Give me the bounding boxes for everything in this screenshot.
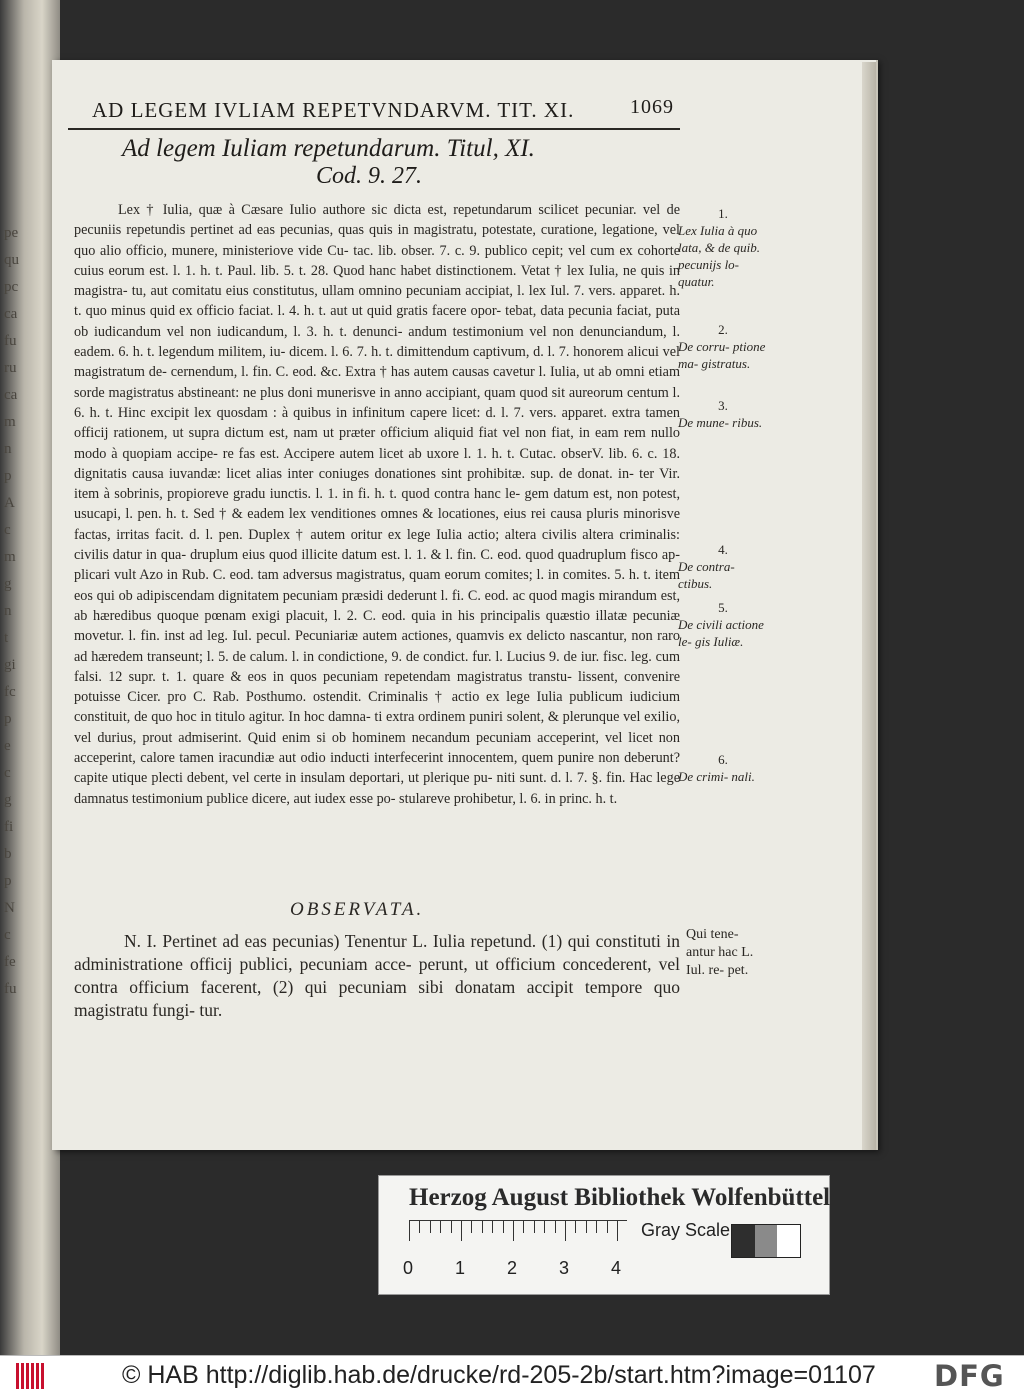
spine-fragment: b [4, 846, 12, 862]
ruler-tick [565, 1221, 566, 1241]
spine-fragment: c [4, 927, 11, 943]
spine-fragment: n [4, 441, 12, 457]
book-spine [0, 0, 60, 1355]
main-text [74, 200, 680, 809]
margin-note-text: Lex Iulia à quo lata, & de quib. pecunijs lo- quatur. [678, 223, 760, 289]
margin-note-number: 1. [718, 206, 728, 221]
ruler-tick [430, 1221, 431, 1233]
margin-note [678, 599, 768, 650]
footer-credit-link[interactable]: © HAB http://diglib.hab.de/drucke/rd-205-2b/start.htm?image=01107 [122, 1361, 876, 1389]
dfg-logo: DFG [934, 1359, 1005, 1393]
running-header [70, 92, 682, 132]
margin-note-text: De corru- ptione ma- gistratus. [678, 339, 766, 371]
margin-note-text: De crimi- nali. [678, 769, 755, 784]
barcode-icon [16, 1363, 50, 1389]
spine-fragment: m [4, 414, 16, 430]
ruler-number: 2 [507, 1258, 518, 1278]
ruler-tick [596, 1221, 597, 1233]
swatch-light [777, 1225, 800, 1257]
ruler-tick [607, 1221, 608, 1233]
ruler-tick [471, 1221, 472, 1233]
ruler-tick [409, 1221, 410, 1241]
spine-fragment: N [4, 900, 15, 916]
margin-note-text: De civili actione le- gis Iuliæ. [678, 617, 764, 649]
footer-bar [0, 1355, 1024, 1397]
ruler-tick [513, 1221, 514, 1241]
margin-note [678, 205, 768, 290]
spine-text [4, 220, 34, 1003]
spine-fragment: A [4, 495, 15, 511]
spine-fragment: gi [4, 657, 16, 673]
ruler-tick [482, 1221, 483, 1233]
observata-margin-note: Qui tene- antur hac L. Iul. re- pet. [686, 927, 754, 978]
ruler-tick [419, 1221, 420, 1233]
spine-fragment: p [4, 711, 12, 727]
swatch-mid [755, 1225, 778, 1257]
spine-fragment: m [4, 549, 16, 565]
ruler-tick [440, 1221, 441, 1233]
margin-note-number: 3. [718, 398, 728, 413]
code-reference: Cod. 9. 27. [316, 163, 423, 189]
margin-note-number: 5. [718, 600, 728, 615]
spine-fragment: p [4, 873, 12, 889]
ruler-number: 1 [455, 1258, 466, 1278]
spine-fragment: p [4, 468, 12, 484]
spine-fragment: fu [4, 981, 17, 997]
margin-note-number: 2. [718, 322, 728, 337]
library-color-card [378, 1175, 830, 1295]
ruler-tick [575, 1221, 576, 1233]
spine-fragment: g [4, 576, 12, 592]
margin-note-number: 4. [718, 542, 728, 557]
ruler-tick [534, 1221, 535, 1233]
margin-note [678, 541, 768, 592]
spine-fragment: e [4, 738, 11, 754]
gray-scale-swatch [731, 1224, 801, 1258]
margin-note-number: 6. [718, 752, 728, 767]
ruler-number: 4 [611, 1258, 622, 1278]
main-paragraph: Lex † Iulia, quæ à Cæsare Iulio authore sic dicta est, repetundarum scilicet pecuniar. vel de pecuniis repetundis pertinet ad eas pecunias, quas quis in magistratu, potestate, curatione, legatione, vel quo alio officio, munere, ministeriove vide Cu- tac. lib. obser. 7. c. 9. publico cepit; vel cum ex cohorte cuius eorum est. l. 1. h. t. Paul. lib. 5. t. 28. Quod hanc habet distinctionem. Vetat † lex Iulia, ne quis in magistra- tu, aut comitatu eius constitutus, ullam omnino pecuniam accipiat, l. lex Iul. 7. vers. apparet. h. t. quo minus quid ex officio faciat. l. 4. h. t. aut ut quid gratis facere opor- tebat, data pecunia faciat, puta ob iudicandum vel non iudicandum, l. 3. h. t. denunci- andum testimonium vel non denunciandum, l. eadem. 6. h. t. legendum militem, iu- dicem. l. 6. 7. h. t. dimittendum captivum, d. l. 7. honorem alicui vel magistratum de- cernendum, l. fin. C. eod. &c. Extra † has autem causas cavetur l. Iulia, ut ab omni etiam sorde magistratus abstineant: ne plus doni munerisve in anno accipiant, quam quod sit aureorum centum l. 6. h. t. Hinc excipit lex quosdam : à quibus in infinitum capere licet: d. l. 7. vers. apparet. extra tamen officij rationem, ut supra dictum est, nam ut præter officium aliquid fiat vel non fiat, in eam rem nullo modo à quopiam accipe- re fas est. Accipere autem licet ab uxore l. 1. h. t. Cutac. obserV. lib. 6. c. 18. dignitatis causa iuvandæ: licet alias inter coniuges donationes sint prohibitæ. sup. de donat. in- ter Vir. item à sobrinis, propioreve gradu iunctis. l. 1. in fi. h. t. quod contra hanc le- gem datum est, non potest, usucapi, l. pen. h. t. Sed † & eadem lex venditiones omnes & locationes, eius rei causa pluris minorisve factas, irritas facit. d. l. pen. Duplex † autem oritur ex lege Iulia actio; altera civilis altera criminalis: civilis datur in qua- druplum eius quod illicite datum est. l. 1. & l. fin. C. eod. quod quadruplum fisco ap- plicari vult Azo in Rub. C. eod. tam adversus magistratus, quam eorum comites; l. in comites. 5. h. t. item eos qui ob adipiscendam dignitatem pecuniam præsidi dederunt l. fi. C. eod. ac quod magis mirandum est, ab hæredibus quoque pœnam exigi placuit, l. 2. C. eod. quia in his principalis quæstio illatæ pecuniæ movetur. l. fin. inst ad leg. Iul. pecul. Pecuniariæ autem actiones, quamvis ex delicto nascantur, non raro ad hæredem transeunt; l. 5. de calum. l. in condictione, 9. de condict. fur. l. Lucius 9. de iur. fisc. leg. cum falsi. 12 supr. t. 1. quare & eos in quos pecuniam repetendam magistratus transtu- lissent, convenire potuisse Cicer. pro C. Rab. Posthumo. ostendit. Criminalis † actio ex lege Iulia publicum iudicium constituit, de quo hoc in titulo agitur. In hoc damna- ti extra ordinem puniri solent, & plerunque vel exilio, vel durius, prout admiserint. Quid enim si ob hominem necandum pecuniam acceperint, vel licet non acceperint, calore tamen iracundiæ aut odio inducti interfecerint innocentem, quem punire non deberunt? capite utique plecti debent, vel certe in insulam deportari, ut plerique pu- niti sunt. d. l. 7. §. fin. Hac lege damnatus testimonium publice dicere, aut iudex esse po- stulareve prohibetur, l. 6. in princ. h. t. [74, 202, 680, 807]
spine-fragment: qu [4, 252, 19, 268]
spine-fragment: g [4, 792, 12, 808]
ruler-tick [555, 1221, 556, 1233]
spine-fragment: n [4, 603, 12, 619]
ruler-number: 3 [559, 1258, 570, 1278]
page-number: 1069 [630, 96, 674, 118]
swatch-dark [732, 1225, 755, 1257]
ruler-number: 0 [403, 1258, 414, 1278]
spine-fragment: pe [4, 225, 19, 241]
observata-paragraph: N. I. Pertinet ad eas pecunias) Tenentur L. Iulia repetund. (1) qui constituti in administratione officij publici, pecuniam acce- perunt, ut officium concederent, vel contra officium facerent, (2) qui pecuniam sibi donatam accipit tempore quo magistratu fungi- tur. [74, 931, 680, 1020]
margin-note [678, 751, 768, 785]
margin-note-text: De contra- ctibus. [678, 559, 735, 591]
margin-note [678, 321, 768, 372]
ruler-tick [461, 1221, 462, 1241]
ruler-tick [617, 1221, 618, 1241]
ruler-tick [451, 1221, 452, 1233]
observata-text [74, 930, 680, 1022]
margin-note [678, 397, 768, 431]
page-edge [862, 62, 876, 1150]
margin-note-text: De mune- ribus. [678, 415, 763, 430]
gray-scale-label: Gray Scale [641, 1220, 731, 1240]
spine-fragment: pc [4, 279, 19, 295]
ruler-tick [523, 1221, 524, 1233]
header-rule [68, 128, 680, 130]
spine-fragment: fe [4, 954, 16, 970]
spine-fragment: fi [4, 819, 14, 835]
spine-fragment: c [4, 522, 11, 538]
ruler-tick [544, 1221, 545, 1233]
ruler-tick [492, 1221, 493, 1233]
spine-fragment: ca [4, 387, 18, 403]
spine-fragment: ca [4, 306, 18, 322]
spine-fragment: t [4, 630, 9, 646]
spine-fragment: ru [4, 360, 17, 376]
spine-fragment: c [4, 765, 11, 781]
footer-divider [0, 1355, 1024, 1356]
ruler-tick [503, 1221, 504, 1233]
library-name: Herzog August Bibliothek Wolfenbüttel [409, 1184, 831, 1211]
ruler-scale [409, 1220, 627, 1251]
chapter-title: Ad legem Iuliam repetundarum. Titul, XI. [122, 135, 535, 162]
spine-fragment: fu [4, 333, 17, 349]
spine-fragment: fc [4, 684, 16, 700]
ruler-tick [586, 1221, 587, 1233]
header-title: AD LEGEM IVLIAM REPETVNDARVM. TIT. XI. [92, 98, 575, 122]
observata-heading: OBSERVATA. [290, 899, 425, 920]
